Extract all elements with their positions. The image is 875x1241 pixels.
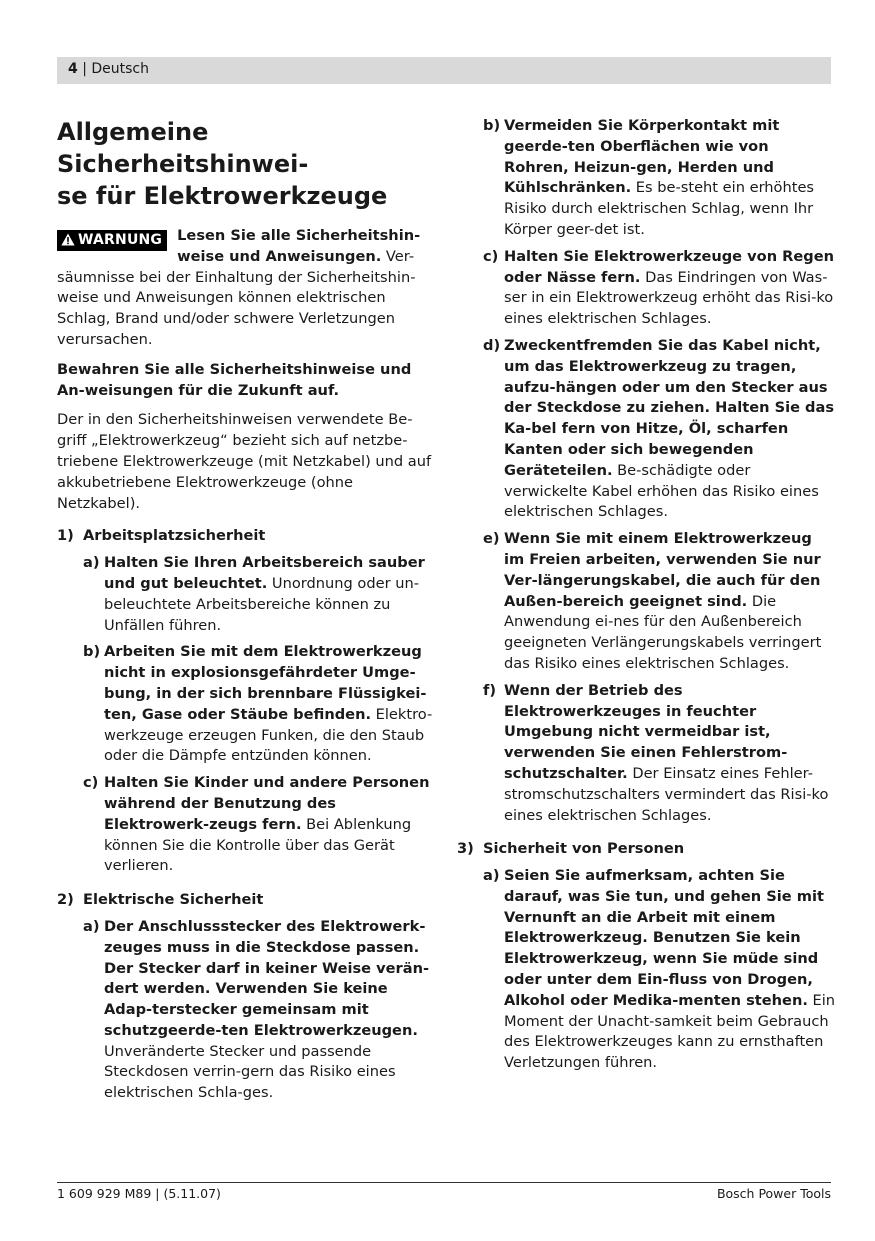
footer-brand: Bosch Power Tools [716,1186,831,1201]
warning-badge: WARNUNG [57,230,167,251]
keep-instructions: Bewahren Sie alle Sicherheitshinweise und An-weisungen für die Zukunft auf. [57,360,412,399]
section-heading-2: 2) Elektrische Sicherheit [57,891,264,909]
list-item: a) Halten Sie Ihren Arbeitsbereich sauber und gut beleuchtet. Unordnung oder un-beleuchtete Arbeitsbereiche können zu Unfällen führen. [83,554,425,634]
list-item: b) Vermeiden Sie Körperkontakt mit geerde-ten Oberflächen wie von Rohren, Heizun-gen, Herden und Kühlschränken. Es be-steht ein erhöhtes Risiko durch elektrischen Schlag, wenn Ihr Körper geer-det ist. [483,117,815,238]
warning-triangle-icon [61,233,75,246]
section-2-items [57,917,437,1104]
list-item: c) Halten Sie Elektrowerkzeuge von Regen oder Nässe fern. Das Eindringen von Was-ser in ein Elektrowerkzeug erhöht das Risi-ko eines elektrischen Schlages. [483,247,835,328]
definition-paragraph: Der in den Sicherheitshinweisen verwendete Be-griff „Elektrowerkzeug“ bezieht sich auf netzbe-triebene Elektrowerkzeuge (mit Netzkabel) und auf akkubetriebene Elektrowerkzeuge (ohne Netzkabel). [57,411,432,512]
page-header-bar [57,57,831,84]
list-item: a) Der Anschlussstecker des Elektrowerk-zeuges muss in die Steckdose passen. Der Stecker darf in keiner Weise verän-dert werden. Verwenden Sie keine Adap-terstecker gemeinsam mit schutzgeerde-ten Elektrowerkzeugen. Unveränderte Stecker und passende Steckdosen verrin-gern das Risiko eines elektrischen Schla-ges. [83,917,430,1102]
section-1-items [57,553,437,877]
header-separator: | [77,61,92,77]
section-2-items-continued [457,116,837,826]
list-item: b) Arbeiten Sie mit dem Elektrowerkzeug nicht in explosionsgefährdeter Umge-bung, in der sich brennbare Flüssigkei-ten, Gase oder Stäube befinden. Elektro-werkzeuge erzeugen Funken, die den Staub oder die Dämpfe entzünden können. [83,643,433,765]
list-item: d) Zweckentfremden Sie das Kabel nicht, um das Elektrowerkzeug zu tragen, aufzu-hängen oder um den Stecker aus der Steckdose zu ziehen. Halten Sie das Ka-bel fern von Hitze, Öl, scharfen Kanten oder sich bewegenden Geräteteilen. Be-schädigte oder verwickelte Kabel erhöhen das Risiko eines elektrischen Schlages. [483,336,835,521]
warning-text: Ver-säumnisse bei der Einhaltung der Sicherheitshin-weise und Anweisungen können elektrischen Schlag, Brand und/oder schwere Verletzungen verursachen. [57,247,416,348]
warning-bold-text: Lesen Sie alle Sicherheitshin-weise und Anweisungen. [177,227,421,265]
page-title: Allgemeine Sicherheitshinwei- se für Elektrowerkzeuge [57,118,388,210]
page-number: 4 [68,61,78,77]
list-item: a) Seien Sie aufmerksam, achten Sie darauf, was Sie tun, und gehen Sie mit Vernunft an die Arbeit mit einem Elektrowerkzeug. Benutzen Sie kein Elektrowerkzeug, wenn Sie müde sind oder unter dem Ein-fluss von Drogen, Alkohol oder Medika-menten stehen. Ein Moment der Unacht-samkeit beim Gebrauch des Elektrowerkzeuges kann zu ernsthaften Verletzungen führen. [483,867,836,1072]
warning-paragraph [57,226,437,351]
footer-doc-number: 1 609 929 M89 | (5.11.07) [57,1186,221,1201]
page-header [68,61,149,77]
section-3-items [457,866,837,1074]
list-item: f) Wenn der Betrieb des Elektrowerkzeuges in feuchter Umgebung nicht vermeidbar ist, verwenden Sie einen Fehlerstrom-schutzschalter. Der Einsatz eines Fehler-stromschutzschalters vermindert das Risi-ko eines elektrischen Schlages. [483,681,829,824]
header-language: Deutsch [91,61,149,77]
right-column [457,116,837,1074]
list-item: c) Halten Sie Kinder und andere Personen während der Benutzung des Elektrowerk-zeugs fern. Bei Ablenkung können Sie die Kontrolle über das Gerät verlieren. [83,774,430,875]
left-column [57,116,437,1104]
list-item: e) Wenn Sie mit einem Elektrowerkzeug im Freien arbeiten, verwenden Sie nur Ver-längerungskabel, die auch für den Außen-bereich geeignet sind. Die Anwendung ei-nes für den Außenbereich geeigneten Verlängerungskabels verringert das Risiko eines elektrischen Schlages. [483,530,822,672]
footer-rule [57,1182,831,1183]
section-heading-1: 1) Arbeitsplatzsicherheit [57,527,266,545]
section-heading-3: 3) Sicherheit von Personen [457,840,685,858]
